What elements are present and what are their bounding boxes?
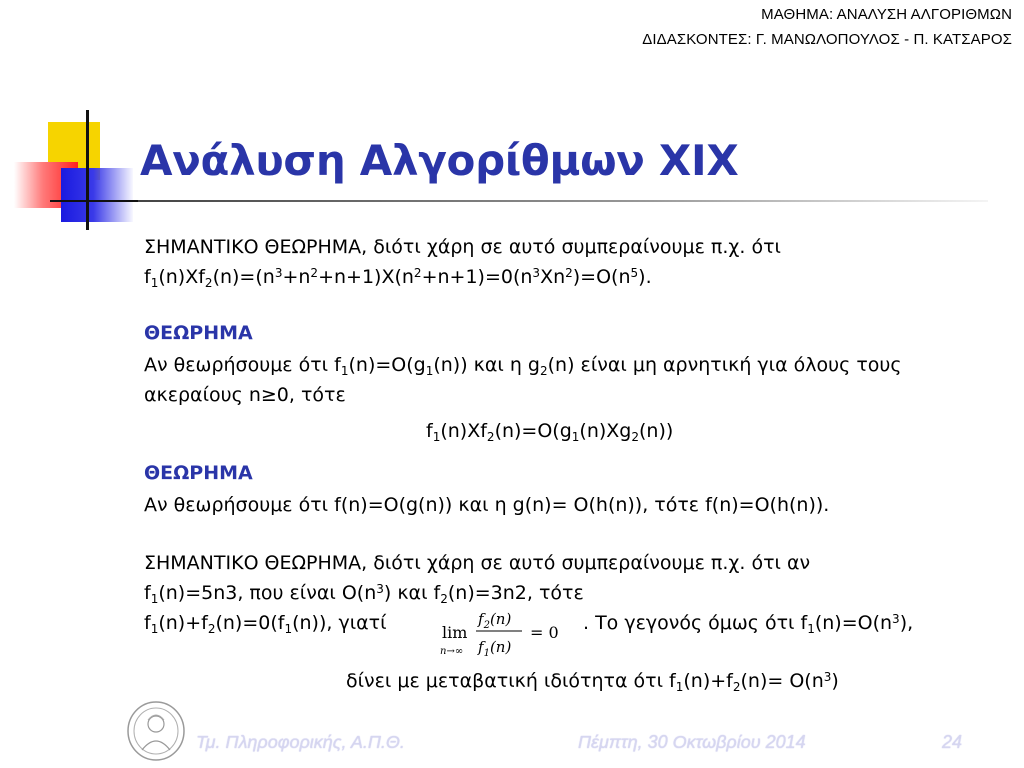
university-seal-icon <box>126 700 186 762</box>
footer-page-number: 24 <box>942 732 963 752</box>
paragraph2-line4: δίνει με μεταβατική ιδιότητα ότι $f_1(n)+f_2(n)= O(n^3)$ <box>346 670 839 694</box>
paragraph1-line2: $f_1(n)Xf_2(n)=(n^3+n^2+n+1)X(n^2+n+1)=0(n^3Xn^2)=O(n^5)$. <box>144 266 652 290</box>
formula-lim: lim <box>442 623 468 642</box>
theorem1-heading: ΘΕΩΡΗΜΑ <box>144 322 253 344</box>
den-arg: (n) <box>489 638 512 656</box>
title-underline <box>138 200 988 202</box>
den-f: f <box>478 638 484 656</box>
num-sub: 2 <box>483 620 490 631</box>
formula-equals: = 0 <box>530 623 559 642</box>
decor-horizontal-line <box>50 200 140 202</box>
theorem1-line2: ακεραίους n≥0, τότε <box>144 384 346 406</box>
header-instructors: ΔΙΔΑΣΚΟΝΤΕΣ: Γ. ΜΑΝΩΛΟΠΟΥΛΟΣ - Π. ΚΑΤΣΑΡΟΣ <box>642 31 1012 48</box>
formula-denominator <box>477 638 511 659</box>
theorem2-line1: Αν θεωρήσουμε ότι f(n)=O(g(n)) και η g(n)= O(h(n)), τότε f(n)=O(h(n)). <box>144 494 830 516</box>
theorem2-heading: ΘΕΩΡΗΜΑ <box>144 462 253 484</box>
paragraph2-line3-right: . Το γεγονός όμως ότι $f_1(n)=O(n^3)$, <box>583 612 914 636</box>
paragraph1-line1: ΣΗΜΑΝΤΙΚΟ ΘΕΩΡΗΜΑ, διότι χάρη σε αυτό συμπεραίνουμε π.χ. ότι <box>144 236 781 258</box>
num-f: f <box>478 610 484 628</box>
den-sub: 1 <box>483 648 490 659</box>
limit-formula <box>440 604 600 662</box>
theorem1-line1: Αν θεωρήσουμε ότι $f_1(n)=O(g_1(n))$ και η $g_2(n)$ είναι μη αρνητική για όλους τους <box>144 354 902 378</box>
num-arg: (n) <box>489 610 512 628</box>
slide-title: Ανάλυση Αλγορίθμων XIX <box>140 136 739 185</box>
decor-vertical-line <box>86 110 89 230</box>
paragraph2-line2: $f_1(n)=5n3$, που είναι $O(n^3)$ και $f_2(n)=3n2$, τότε <box>144 582 584 606</box>
decor-blue-square <box>61 168 133 222</box>
formula-limit-sub: n→∞ <box>440 646 464 657</box>
footer-date: Πέμπτη, 30 Οκτωβρίου 2014 <box>578 732 806 752</box>
theorem1-formula: $f_1(n)Xf_2(n)=O(g_1(n)Xg_2(n))$ <box>426 420 674 444</box>
footer-department: Τμ. Πληροφορικής, Α.Π.Θ. <box>196 732 405 752</box>
formula-numerator <box>477 610 511 631</box>
paragraph2-line3-left: $f_1(n)+f_2(n)=0(f_1(n))$, γιατί <box>144 612 387 636</box>
header-course: ΜΑΘΗΜΑ: ΑΝΑΛΥΣΗ ΑΛΓΟΡΙΘΜΩΝ <box>761 6 1012 23</box>
paragraph2-line1: ΣΗΜΑΝΤΙΚΟ ΘΕΩΡΗΜΑ, διότι χάρη σε αυτό συμπεραίνουμε π.χ. ότι αν <box>144 552 811 574</box>
